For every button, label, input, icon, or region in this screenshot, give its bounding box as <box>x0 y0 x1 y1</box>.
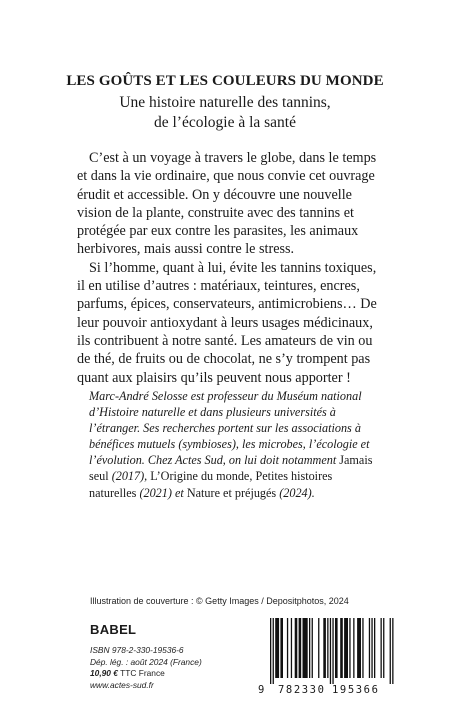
barcode-bar <box>349 618 350 678</box>
barcode-bar <box>299 618 302 678</box>
barcode-bar <box>327 618 328 678</box>
barcode-bar <box>287 618 288 678</box>
barcode-bar <box>275 618 279 678</box>
barcode-bar <box>335 618 338 678</box>
barcode-bar <box>323 618 326 678</box>
illustration-credit: Illustration de couverture : © Getty Images / Depositphotos, 2024 <box>90 596 349 606</box>
barcode-digits-left: 782330 <box>278 684 326 696</box>
blurb-paragraph-1: C’est à un voyage à travers le globe, dans le temps et dans la vie ordinaire, que nous convie cet ouvrage érudit et accessible. On y découvre une nouvelle vision de la plante, construite avec des tannins et protégée par eux contre les parasites, les animaux herbivores, mais aussi contre le stress. <box>77 150 377 258</box>
publisher-website: www.actes-sud.fr <box>90 679 154 690</box>
blurb-text <box>77 149 382 387</box>
barcode-bar <box>309 618 310 678</box>
barcode-bar <box>270 618 271 684</box>
barcode-digits-right: 195366 <box>332 684 380 696</box>
book-subtitle <box>0 93 450 133</box>
barcode-bar <box>371 618 372 678</box>
barcode-bar <box>392 618 393 684</box>
legal-deposit: Dép. lég. : août 2024 (France) <box>90 656 202 667</box>
barcode-bar <box>295 618 298 678</box>
barcode-bar <box>369 618 370 678</box>
subtitle-line-2: de l’écologie à la santé <box>153 114 296 131</box>
barcode-bar <box>280 618 283 678</box>
barcode-bar <box>357 618 361 678</box>
barcode-bar <box>273 618 274 684</box>
barcode-bar <box>318 618 319 678</box>
barcode-bar <box>332 618 333 684</box>
publisher-name: BABEL <box>90 622 137 637</box>
bio-text-4: (2024). <box>276 485 315 500</box>
barcode-bar <box>340 618 343 678</box>
author-bio <box>89 388 375 501</box>
price-suffix: TTC France <box>117 668 165 678</box>
barcode-bar <box>312 618 313 678</box>
barcode-bar <box>303 618 308 678</box>
barcode-bars <box>258 618 398 684</box>
subtitle-line-1: Une histoire naturelle des tannins, <box>119 94 331 111</box>
book-title-jamais-seul: Jamais seul <box>89 453 373 484</box>
barcode-bar <box>330 618 331 684</box>
publication-info <box>90 645 202 691</box>
barcode-bar <box>362 618 363 678</box>
barcode-digit-first: 9 <box>258 684 265 696</box>
barcode-bar <box>353 618 354 678</box>
bio-text-3: (2021) et <box>136 485 187 500</box>
barcode-bar <box>344 618 348 678</box>
bio-text-2: (2017), <box>108 469 151 484</box>
barcode-bar <box>291 618 292 678</box>
barcode-bar <box>381 618 382 678</box>
price-value: 10,90 € <box>90 668 118 678</box>
blurb-paragraph-2: Si l’homme, quant à lui, évite les tannins toxiques, il en utilise d’autres : matériaux, teintures, encres, parfums, épices, conservateurs, antimicrobiens… De leur pouvoir antioxydant à leurs usages médicinaux, ils contribuent à notre santé. Les amateurs de vin ou de thé, de fruits ou de chocolat, ne s’y trompent pas quant aux plaisirs qu’ils peuvent nous apporter ! <box>77 259 377 386</box>
barcode-bar <box>374 618 375 678</box>
isbn: ISBN 978-2-330-19536-6 <box>90 645 184 655</box>
barcode <box>258 618 398 696</box>
book-title-origine-du-monde: L’Origine du monde, Petites histoires naturelles <box>89 469 333 500</box>
book-title-nature-et-prejuges: Nature et préjugés <box>186 485 277 500</box>
price <box>90 668 202 680</box>
book-title: LES GOÛTS ET LES COULEURS DU MONDE <box>66 73 384 89</box>
barcode-digits <box>258 684 398 696</box>
bio-text-1: Marc-André Selosse est professeur du Muséum national d’Histoire naturelle et dans plusieurs universités à l’étranger. Ses recherches portent sur les associations à bénéfices mutuels (symbioses), les microbes, l’écologie et l’évolution. Chez Actes Sud, on lui doit notamment <box>89 389 370 468</box>
barcode-bar <box>383 618 384 678</box>
barcode-bar <box>390 618 391 684</box>
